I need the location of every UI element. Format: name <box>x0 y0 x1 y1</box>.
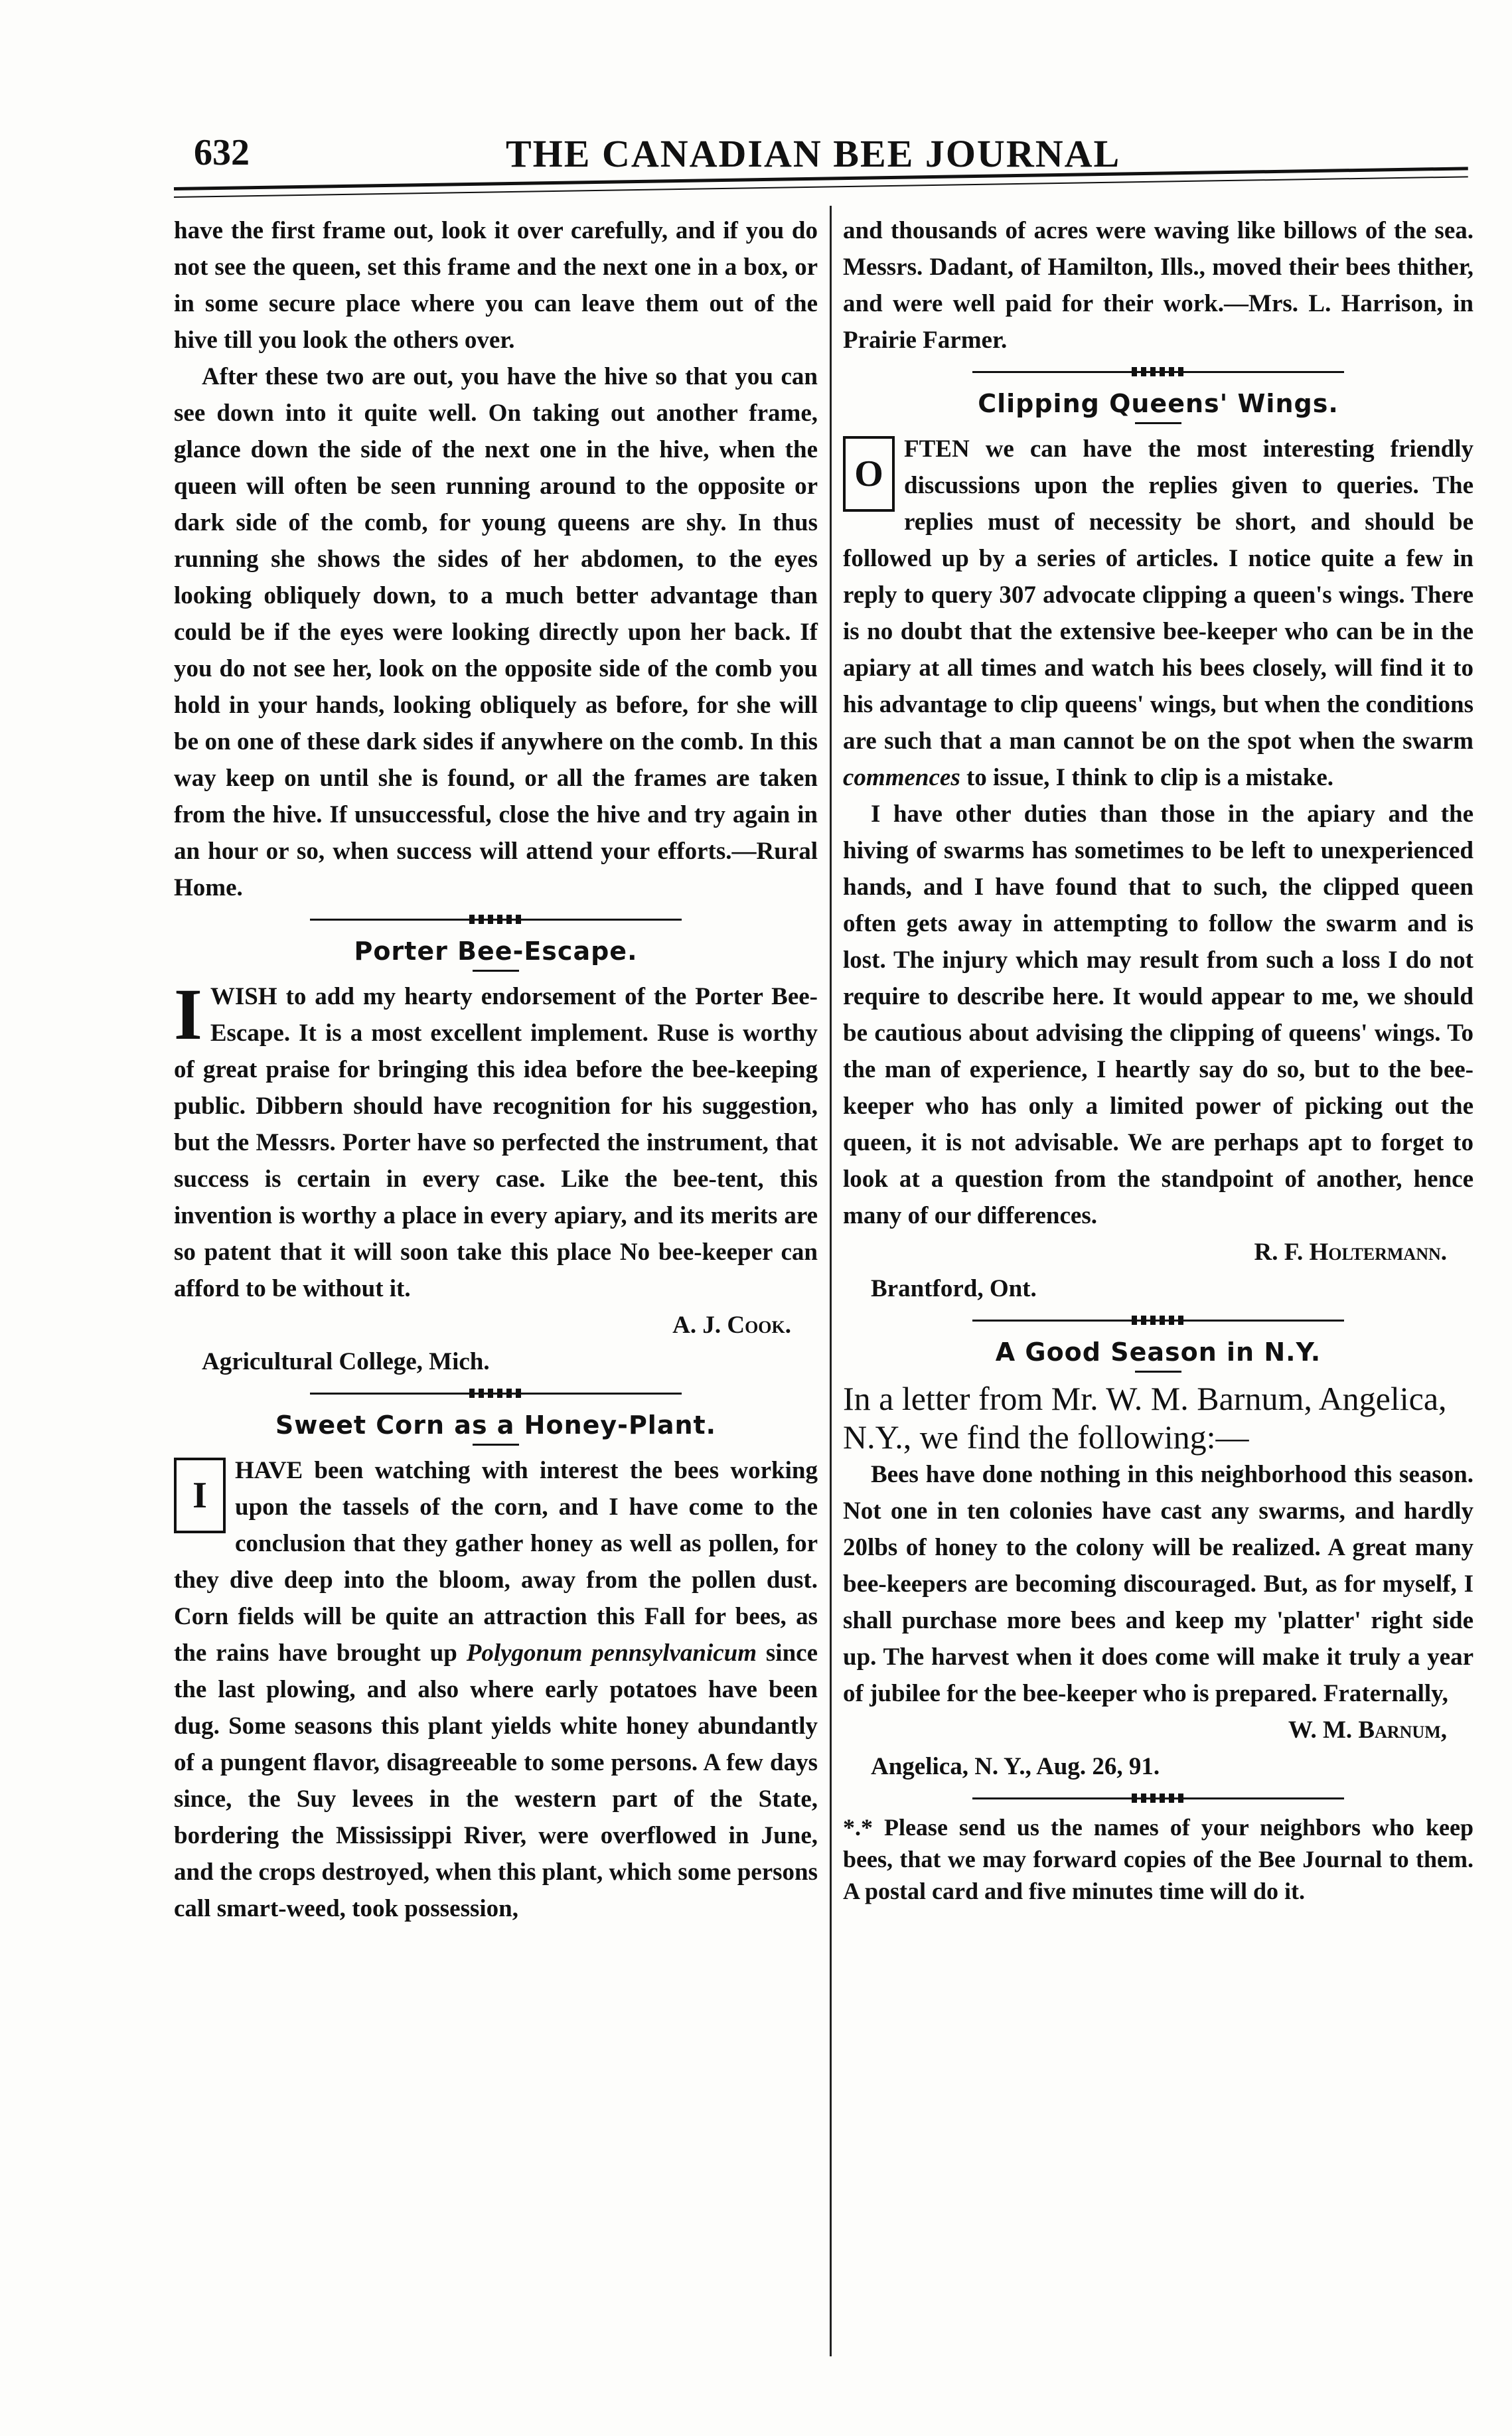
article-body-season: Bees have done nothing in this neighborhood this season. Not one in ten colonies have cast any swarms, and hardly 20lbs of honey to the colony will be realized. A great many bee-keepers are becoming discouraged. But, as for myself, I shall purchase more bees and keep my 'platter' right side up. The harvest when it does come will make it truly a year of jubilee for the bee-keeper who is prepared. Fraternally, <box>843 1461 1474 1707</box>
article-body-clipping <box>843 431 1474 796</box>
article-title-porter: Porter Bee-Escape. <box>354 937 638 966</box>
corn-italic: Polygonum pennsylvanicum <box>466 1639 757 1667</box>
article-title-season: A Good Season in N.Y. <box>995 1337 1322 1367</box>
article-title-clipping: Clipping Queens' Wings. <box>978 389 1339 418</box>
ornamental-divider <box>174 1380 818 1407</box>
signature-place: Angelica, N. Y., Aug. 26, 91. <box>871 1753 1160 1780</box>
article-body-clipping-2: I have other duties than those in the apiary and the hiving of swarms has sometimes to be left to unexperienced hands, and I have found that to such, the clipped queen often gets away in attempting to follow the swarm and is lost. The injury which may result from such a loss I do not require to describe here. It would appear to me, we should be cautious about advising the clipping of queens' wings. To the man of experience, I heartly say do so, but to the bee-keeper who has only a limited power of picking out the queen, it is not advisable. We are perhaps apt to forget to look at a question from the standpoint of another, hence many of our differences. <box>843 800 1474 1229</box>
article-title-corn: Sweet Corn as a Honey-Plant. <box>275 1410 717 1440</box>
column-divider <box>830 206 832 2356</box>
signature-place: Brantford, Ont. <box>871 1275 1037 1302</box>
ornamental-divider <box>174 906 818 933</box>
article-body-corn <box>174 1452 818 1927</box>
drop-cap: I <box>174 974 202 1055</box>
drop-cap: I <box>174 1458 226 1533</box>
continued-paragraph: have the first frame out, look it over carefully, and if you do not see the queen, set this frame and the next one in a box, or in some secure place where you can leave them out of the hive till you look the others over. <box>174 217 818 354</box>
signature: W. M. Barnum, <box>1288 1716 1447 1744</box>
article-body-porter <box>174 974 818 1307</box>
right-column <box>843 212 1474 1907</box>
title-rule <box>1135 422 1181 424</box>
ornamental-divider <box>843 1785 1474 1811</box>
title-rule <box>473 970 519 972</box>
signature-place: Agricultural College, Mich. <box>202 1348 490 1375</box>
corn-text: HAVE been watching with interest the bees working upon the tassels of the corn, and I have come to the conclusion that they gather honey as well as pollen, for they dive deep into the bloom, away from the pollen dust. Corn fields will be quite an attraction this Fall for bees, as the rains have brought up <box>174 1457 818 1667</box>
corn-text-b: since the last plowing, and also where early potatoes have been dug. Some seasons this plant yields white honey abundantly of a pungent flavor, disagreeable to some persons. A few days since, the Suy levees in the western part of the State, bordering the Mississippi River, were overflowed in June, and the crops destroyed, when this plant, which some persons call smart-weed, took possession, <box>174 1639 818 1922</box>
title-rule <box>473 1444 519 1446</box>
ornamental-divider <box>843 358 1474 385</box>
porter-text: WISH to add my hearty endorsement of the Porter Bee-Escape. It is a most excellent implement. Ruse is worthy of great praise for bringing this idea before the bee-keeping public. Dibbern should have recognition for his suggestion, but the Messrs. Porter have so perfected the instrument, that success is certain in every case. Like the bee-tent, this invention is worthy a place in every apiary, and its merits are so patent that it will soon take this place No bee-keeper can afford to be without it. <box>174 983 818 1302</box>
page-number: 632 <box>194 132 250 173</box>
editor-note: *.* Please send us the names of your neighbors who keep bees, that we may forward copies of the Bee Journal to them. A postal card and five minutes time will do it. <box>843 1814 1474 1904</box>
journal-title: THE CANADIAN BEE JOURNAL <box>506 132 1121 175</box>
clip-text: FTEN we can have the most interesting friendly discussions upon the replies given to queries. The replies must of necessity be short, and should be followed up by a series of articles. I notice quite a few in reply to query 307 advocate clipping a queen's wings. There is no doubt that the extensive bee-keeper who can be in the apiary at all times and watch his bees closely, will find it to his advantage to clip queens' wings, but when the conditions are such that a man cannot be on the spot when the swarm <box>843 435 1474 755</box>
signature: A. J. Cook. <box>672 1312 791 1339</box>
clip-text-b: to issue, I think to clip is a mistake. <box>960 764 1333 791</box>
continued-paragraph-2: After these two are out, you have the hive so that you can see down into it quite well. On taking out another frame, glance down the side of the next one in the hive, when the queen will often be seen running around to the opposite or dark side of the comb, for young queens are shy. In thus running she shows the sides of her abdomen, to the eyes looking obliquely down, to a much better advantage than could be if the eyes were looking directly upon her back. If you do not see her, look on the opposite side of the comb you hold in your hands, looking obliquely as before, for she will be on one of these dark sides if anywhere on the comb. In this way keep on until she is found, or all the frames are taken from the hive. If unsuccessful, close the hive and try again in an hour or so, when success will attend your efforts.—Rural Home. <box>174 363 818 901</box>
season-lead: In a letter from Mr. W. M. Barnum, Angelica, N.Y., we find the following:— <box>843 1380 1447 1456</box>
title-rule <box>1135 1371 1181 1373</box>
continued-paragraph: and thousands of acres were waving like billows of the sea. Messrs. Dadant, of Hamilton, Ills., moved their bees thither, and were well paid for their work.—Mrs. L. Harrison, in Prairie Farmer. <box>843 217 1474 354</box>
clip-italic: commences <box>843 764 960 791</box>
ornamental-divider <box>843 1307 1474 1333</box>
signature: R. F. Holtermann. <box>1254 1239 1447 1266</box>
drop-cap: O <box>843 436 895 512</box>
left-column <box>174 212 818 1927</box>
